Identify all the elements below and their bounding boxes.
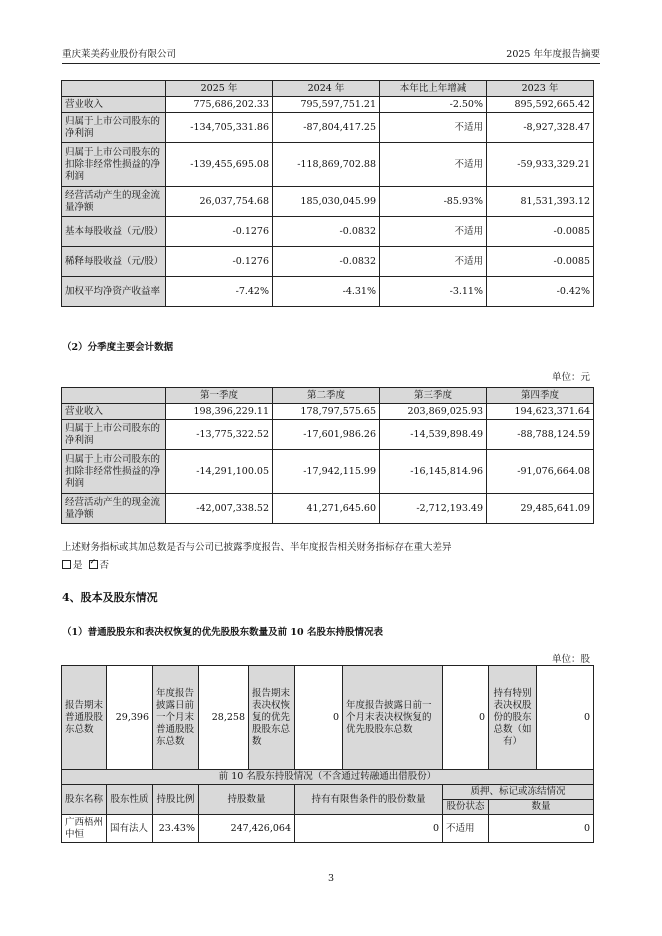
cell-value: -14,539,898.49 — [380, 420, 487, 450]
table-row — [62, 494, 594, 524]
discrepancy-answer — [62, 557, 109, 571]
col-header: 质押、标记或冻结情况 — [443, 785, 594, 800]
cell-value: -2,712,193.49 — [380, 494, 487, 524]
quarterly-data-table — [61, 387, 594, 524]
company-name: 重庆莱美药业股份有限公司 — [62, 49, 177, 60]
table2-col-header: 第一季度 — [166, 388, 273, 404]
shareholder-table — [61, 665, 594, 843]
row-label: 归属于上市公司股东的净利润 — [62, 113, 166, 143]
table1-col-header: 2024 年 — [273, 81, 380, 97]
row-label: 年度报告披露日前一个月末表决权恢复的优先股股东总数 — [343, 666, 443, 770]
cell-value: -16,145,814.96 — [380, 450, 487, 494]
cell-value: 26,037,754.68 — [166, 187, 273, 217]
row-label: 年度报告披露日前一个月末普通股股东总数 — [153, 666, 199, 770]
table-row — [62, 217, 594, 247]
col-header: 股东性质 — [107, 785, 153, 815]
cell-value: -8,927,328.47 — [487, 113, 594, 143]
cell-value: -59,933,329.21 — [487, 143, 594, 187]
col-header: 股东名称 — [62, 785, 107, 815]
no-label: 否 — [99, 560, 110, 571]
cell-value: -14,291,100.05 — [166, 450, 273, 494]
no-checkbox[interactable] — [89, 560, 98, 569]
table-row — [62, 187, 594, 217]
top10-title: 前 10 名股东持股情况（不含通过转融通出借股份） — [62, 770, 594, 785]
cell-value: 29,396 — [107, 666, 153, 770]
cell-value: -3.11% — [380, 277, 487, 307]
cell-value: -85.93% — [380, 187, 487, 217]
cell-value: -4.31% — [273, 277, 380, 307]
cell-value: 178,797,575.65 — [273, 404, 380, 420]
cell-value: -87,804,417.25 — [273, 113, 380, 143]
col-header: 持股数量 — [199, 785, 295, 815]
cell-value: 28,258 — [199, 666, 249, 770]
table1-col-header: 本年比上年增减 — [380, 81, 487, 97]
table-row — [62, 420, 594, 450]
cell-value: 29,485,641.09 — [487, 494, 594, 524]
section-heading: 4、股本及股东情况 — [62, 591, 158, 604]
shareholder-name: 广西梧州中恒 — [62, 815, 107, 843]
discrepancy-question: 上述财务指标或其加总数是否与公司已披露季度报告、半年度报告相关财务指标存在重大差异 — [62, 542, 452, 553]
cell-value: -0.1276 — [166, 247, 273, 277]
cell-value: -134,705,331.86 — [166, 113, 273, 143]
cell-value: -17,601,986.26 — [273, 420, 380, 450]
col-header: 股份状态 — [443, 800, 489, 815]
cell-value: 795,597,751.21 — [273, 97, 380, 113]
table-row — [62, 815, 594, 843]
row-label: 归属于上市公司股东的扣除非经常性损益的净利润 — [62, 450, 166, 494]
col-header: 持股比例 — [153, 785, 199, 815]
table1-col-header: 2025 年 — [166, 81, 273, 97]
cell-value: 895,592,665.42 — [487, 97, 594, 113]
row-label: 报告期末普通股股东总数 — [62, 666, 107, 770]
yes-label: 是 — [73, 560, 83, 571]
table-row — [62, 143, 594, 187]
table1-col-header — [62, 81, 166, 97]
cell-value: 不适用 — [380, 217, 487, 247]
table2-col-header: 第四季度 — [487, 388, 594, 404]
cell-value: -2.50% — [380, 97, 487, 113]
annual-data-table — [61, 80, 594, 307]
shareholder-type: 国有法人 — [107, 815, 153, 843]
table-row — [62, 277, 594, 307]
table2-col-header — [62, 388, 166, 404]
cell-value: -0.0085 — [487, 247, 594, 277]
cell-value: 41,271,645.60 — [273, 494, 380, 524]
row-label: 经营活动产生的现金流量净额 — [62, 187, 166, 217]
page-number: 3 — [327, 873, 335, 884]
cell-value: -118,869,702.88 — [273, 143, 380, 187]
table1-col-header: 2023 年 — [487, 81, 594, 97]
cell-value: -42,007,338.52 — [166, 494, 273, 524]
cell-value: 0 — [443, 666, 489, 770]
cell-value: 194,623,371.64 — [487, 404, 594, 420]
row-label: 持有特别表决权股份的股东总数（如有） — [489, 666, 537, 770]
restricted-quantity: 0 — [295, 815, 443, 843]
row-label: 稀释每股收益（元/股） — [62, 247, 166, 277]
cell-value: 不适用 — [380, 143, 487, 187]
cell-value: -7.42% — [166, 277, 273, 307]
header-divider — [62, 63, 600, 64]
row-label: 加权平均净资产收益率 — [62, 277, 166, 307]
cell-value: -13,775,322.52 — [166, 420, 273, 450]
table2-col-header: 第三季度 — [380, 388, 487, 404]
table-row — [62, 113, 594, 143]
unit-label: 单位：股 — [551, 654, 590, 665]
cell-value: -17,942,115.99 — [273, 450, 380, 494]
share-status: 不适用 — [443, 815, 489, 843]
cell-value: -91,076,664.08 — [487, 450, 594, 494]
page-header — [62, 44, 600, 60]
holding-quantity: 247,426,064 — [199, 815, 295, 843]
row-label: 归属于上市公司股东的净利润 — [62, 420, 166, 450]
row-label: 基本每股收益（元/股） — [62, 217, 166, 247]
pledge-quantity: 0 — [489, 815, 594, 843]
cell-value: 不适用 — [380, 113, 487, 143]
subsection-title: （1）普通股股东和表决权恢复的优先股股东数量及前 10 名股东持股情况表 — [62, 627, 383, 638]
cell-value: -88,788,124.59 — [487, 420, 594, 450]
cell-value: 81,531,393.12 — [487, 187, 594, 217]
row-label: 报告期末表决权恢复的优先股股东总数 — [249, 666, 295, 770]
cell-value: 198,396,229.11 — [166, 404, 273, 420]
table-row — [62, 247, 594, 277]
holding-ratio: 23.43% — [153, 815, 199, 843]
unit-label: 单位：元 — [551, 372, 590, 383]
cell-value: 0 — [537, 666, 594, 770]
cell-value: -0.0832 — [273, 247, 380, 277]
col-header: 持有有限售条件的股份数量 — [295, 785, 443, 815]
yes-checkbox[interactable] — [62, 560, 71, 569]
row-label: 营业收入 — [62, 404, 166, 420]
table-row — [62, 666, 594, 770]
table-row — [62, 97, 594, 113]
report-title: 2025 年年度报告摘要 — [506, 49, 600, 60]
row-label: 归属于上市公司股东的扣除非经常性损益的净利润 — [62, 143, 166, 187]
cell-value: -0.0832 — [273, 217, 380, 247]
cell-value: -0.1276 — [166, 217, 273, 247]
table-row — [62, 450, 594, 494]
cell-value: 不适用 — [380, 247, 487, 277]
cell-value: 185,030,045.99 — [273, 187, 380, 217]
row-label: 经营活动产生的现金流量净额 — [62, 494, 166, 524]
table-row — [62, 404, 594, 420]
table2-col-header: 第二季度 — [273, 388, 380, 404]
cell-value: -0.0085 — [487, 217, 594, 247]
cell-value: 203,869,025.93 — [380, 404, 487, 420]
section-title: （2）分季度主要会计数据 — [62, 342, 174, 353]
cell-value: 775,686,202.33 — [166, 97, 273, 113]
cell-value: -139,455,695.08 — [166, 143, 273, 187]
cell-value: 0 — [295, 666, 343, 770]
cell-value: -0.42% — [487, 277, 594, 307]
col-header: 数量 — [489, 800, 594, 815]
row-label: 营业收入 — [62, 97, 166, 113]
